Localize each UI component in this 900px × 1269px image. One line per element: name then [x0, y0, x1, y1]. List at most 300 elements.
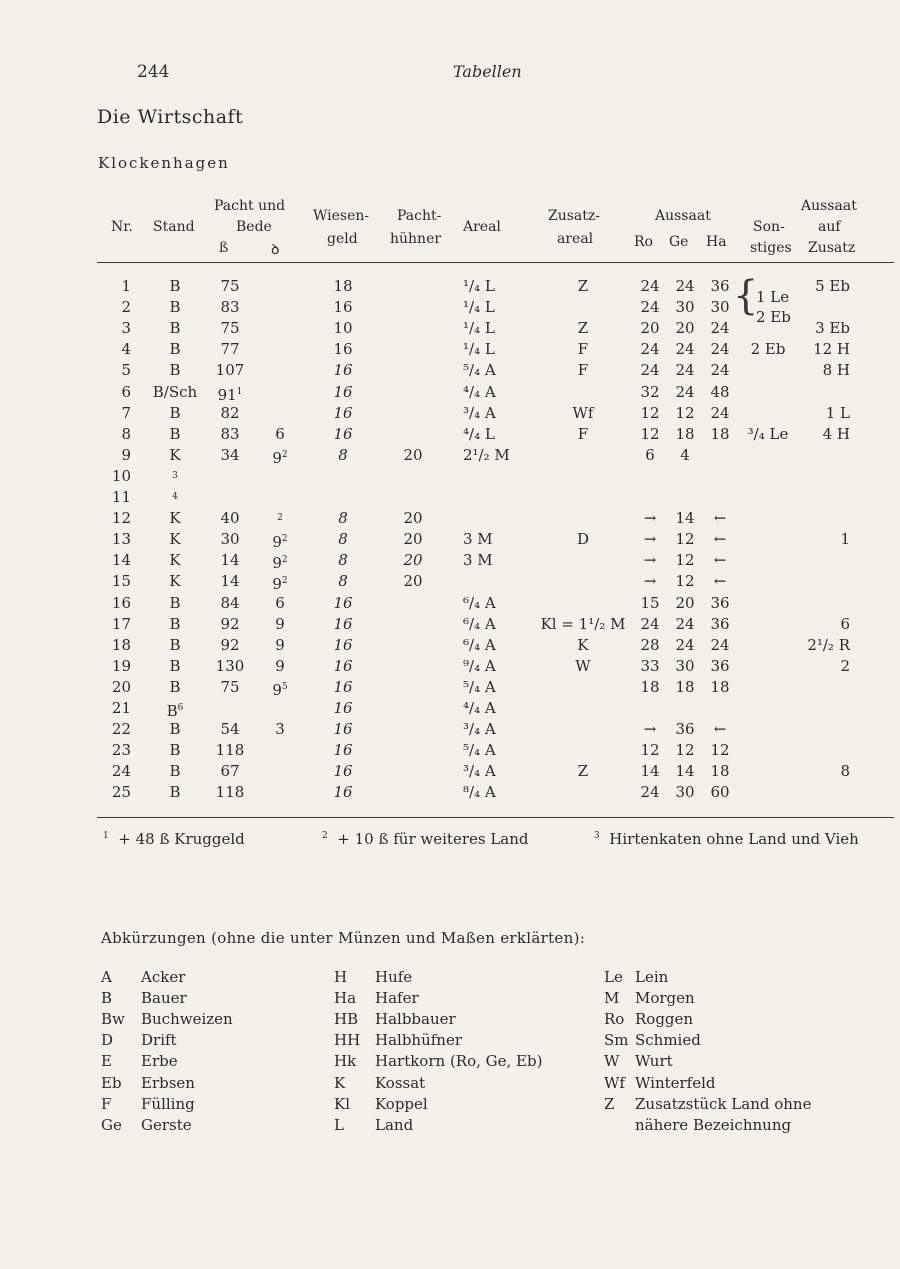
cell-nr: 17 — [111, 615, 131, 633]
cell-ro: 12 — [640, 741, 660, 759]
cell-p_d: $9^2$ — [272, 554, 288, 572]
cell-ge: 12 — [675, 404, 695, 422]
cell-nr: 18 — [111, 636, 131, 654]
footer-rule — [97, 817, 894, 818]
abbr-key: Le — [604, 968, 623, 986]
brace-left: { — [733, 273, 759, 319]
cell-ge: 24 — [675, 361, 695, 379]
cell-aaz: 1 L — [825, 404, 850, 422]
cell-wiesen: 16 — [333, 720, 353, 738]
cell-stand: B — [169, 615, 181, 633]
arrow-left-icon: ← — [713, 572, 727, 590]
cell-wiesen: 16 — [333, 425, 353, 443]
cell-ha: 36 — [710, 615, 730, 633]
cell-p_s: 40 — [220, 509, 240, 527]
cell-p_s: 107 — [215, 361, 245, 379]
cell-nr: 12 — [111, 509, 131, 527]
header-pacht-pfennig: ꝺ — [271, 242, 280, 258]
cell-zusatz: Z — [577, 319, 589, 337]
cell-areal: ⁴/₄ A — [463, 383, 496, 401]
header-pacht-schilling: ß — [219, 240, 229, 256]
abbr-key: B — [101, 989, 113, 1007]
cell-p_s: 82 — [220, 404, 240, 422]
header-pacht-line1: Pacht und — [214, 198, 286, 214]
cell-ha: 24 — [710, 404, 730, 422]
cell-stand: K — [169, 572, 181, 590]
cell-wiesen: 16 — [333, 762, 353, 780]
cell-ro: 24 — [640, 783, 660, 801]
cell-nr: 7 — [121, 404, 131, 422]
cell-zusatz: F — [577, 425, 589, 443]
cell-ha: 18 — [710, 762, 730, 780]
cell-stand: B — [169, 783, 181, 801]
cell-stand: B — [169, 720, 181, 738]
header-aussaat-ha: Ha — [706, 234, 727, 250]
section-title: Die Wirtschaft — [97, 106, 244, 128]
cell-stand: B — [169, 361, 181, 379]
cell-stand: K — [169, 509, 181, 527]
header-pachthuehner-line2: hühner — [390, 231, 442, 247]
cell-areal: ⁹/₄ A — [463, 657, 496, 675]
cell-p_s: 30 — [220, 530, 240, 548]
header-nr: Nr. — [111, 219, 133, 235]
cell-ha: 24 — [710, 361, 730, 379]
cell-aaz: 6 — [840, 615, 850, 633]
abbr-value: Drift — [141, 1031, 177, 1049]
cell-ge: 12 — [675, 551, 695, 569]
header-stand: Stand — [153, 219, 195, 235]
cell-p_d: 6 — [275, 425, 285, 443]
cell-ge: 12 — [675, 572, 695, 590]
cell-p_d: $9^2$ — [272, 533, 288, 551]
cell-ge: 12 — [675, 530, 695, 548]
header-sonstiges-line1: Son- — [753, 219, 785, 235]
abbr-value: Morgen — [635, 989, 695, 1007]
abbr-value: Acker — [141, 968, 186, 986]
running-head: Tabellen — [453, 62, 522, 81]
abbr-value: Zusatzstück Land ohne — [635, 1095, 812, 1113]
cell-nr: 15 — [111, 572, 131, 590]
arrow-right-icon: → — [643, 720, 657, 738]
cell-stand: B — [169, 657, 181, 675]
cell-ro: 32 — [640, 383, 660, 401]
cell-wiesen: 16 — [333, 383, 353, 401]
cell-p_s: 67 — [220, 762, 240, 780]
cell-p_d: 3 — [275, 720, 285, 738]
abbr-key: Kl — [334, 1095, 351, 1113]
cell-p_s: 77 — [220, 340, 240, 358]
cell-nr: 8 — [121, 425, 131, 443]
arrow-right-icon: → — [643, 509, 657, 527]
abbr-key: Bw — [101, 1010, 125, 1028]
abbr-key: Wf — [604, 1074, 625, 1092]
cell-ge: 4 — [680, 446, 690, 464]
cell-p_d: 6 — [275, 594, 285, 612]
abbr-key: Hk — [334, 1052, 357, 1070]
cell-p_s: 14 — [220, 572, 240, 590]
cell-areal: ¹/₄ L — [463, 340, 495, 358]
cell-zusatz: Wf — [572, 404, 594, 422]
arrow-left-icon: ← — [713, 530, 727, 548]
cell-p_s: 34 — [220, 446, 240, 464]
cell-huehner: 20 — [403, 509, 423, 527]
abbr-value: Buchweizen — [141, 1010, 233, 1028]
cell-stand: B — [169, 425, 181, 443]
cell-ge: 30 — [675, 298, 695, 316]
abbr-value: Land — [375, 1116, 414, 1134]
abbr-value: Hartkorn (Ro, Ge, Eb) — [375, 1052, 543, 1070]
cell-wiesen: 10 — [333, 319, 353, 337]
cell-areal: ⁴/₄ L — [463, 425, 495, 443]
cell-ha: 60 — [710, 783, 730, 801]
cell-stand: B — [169, 340, 181, 358]
cell-ha: 18 — [710, 425, 730, 443]
cell-wiesen: 8 — [338, 551, 348, 569]
cell-areal: ¹/₄ L — [463, 298, 495, 316]
cell-stand: K — [169, 551, 181, 569]
cell-ge: 36 — [675, 720, 695, 738]
cell-areal: 3 M — [463, 530, 493, 548]
cell-areal: ⁶/₄ A — [463, 615, 496, 633]
cell-stand: B — [169, 404, 181, 422]
cell-nr: 23 — [111, 741, 131, 759]
cell-ge: 14 — [675, 762, 695, 780]
cell-nr: 24 — [111, 762, 131, 780]
abbr-key: HB — [334, 1010, 359, 1028]
cell-nr: 3 — [121, 319, 131, 337]
cell-zusatz: F — [577, 340, 589, 358]
cell-nr: 16 — [111, 594, 131, 612]
header-aussaat-ge: Ge — [669, 234, 689, 250]
cell-stand: B — [169, 678, 181, 696]
cell-wiesen: 16 — [333, 741, 353, 759]
abbr-key: A — [101, 968, 112, 986]
cell-wiesen: 8 — [338, 572, 348, 590]
abbr-value: Erbe — [141, 1052, 178, 1070]
cell-p_s: 92 — [220, 615, 240, 633]
cell-ro: 24 — [640, 361, 660, 379]
cell-ge: 24 — [675, 340, 695, 358]
cell-wiesen: 16 — [333, 340, 353, 358]
cell-ro: 14 — [640, 762, 660, 780]
header-zusatzareal-line2: areal — [557, 231, 594, 247]
cell-p_d: $9^2$ — [272, 449, 288, 467]
abbr-key: F — [101, 1095, 112, 1113]
cell-wiesen: 18 — [333, 277, 353, 295]
cell-zusatz: D — [576, 530, 590, 548]
cell-ro: 12 — [640, 425, 660, 443]
cell-huehner: 20 — [403, 551, 423, 569]
cell-ge: 18 — [675, 425, 695, 443]
abbr-value: Schmied — [635, 1031, 701, 1049]
abbr-value: Hufe — [375, 968, 413, 986]
header-wiesengeld-line2: geld — [327, 231, 358, 247]
cell-stand: 3 — [172, 471, 178, 481]
cell-wiesen: 16 — [333, 361, 353, 379]
cell-wiesen: 16 — [333, 636, 353, 654]
cell-zusatz: K — [577, 636, 589, 654]
arrow-left-icon: ← — [713, 509, 727, 527]
cell-nr: 6 — [121, 383, 131, 401]
cell-aaz: 8 — [840, 762, 850, 780]
abbr-key: H — [334, 968, 348, 986]
cell-huehner: 20 — [403, 530, 423, 548]
header-sonstiges-line2: stiges — [750, 240, 792, 256]
cell-nr: 19 — [111, 657, 131, 675]
arrow-right-icon: → — [643, 551, 657, 569]
cell-areal: 2¹/₂ M — [463, 446, 510, 464]
cell-aaz: 4 H — [822, 425, 850, 443]
cell-ha: 36 — [710, 277, 730, 295]
cell-zusatz: W — [575, 657, 591, 675]
cell-wiesen: 8 — [338, 530, 348, 548]
cell-sonst: 2 Eb — [750, 340, 786, 358]
cell-nr: 2 — [121, 298, 131, 316]
cell-nr: 14 — [111, 551, 131, 569]
cell-stand: B — [169, 594, 181, 612]
cell-ha: 24 — [710, 340, 730, 358]
cell-areal: ³/₄ A — [463, 720, 496, 738]
cell-p_s: 54 — [220, 720, 240, 738]
cell-wiesen: 8 — [338, 446, 348, 464]
cell-zusatz: Z — [577, 762, 589, 780]
header-aussaat-zusatz-line3: Zusatz — [808, 240, 856, 256]
cell-ha: 36 — [710, 594, 730, 612]
abbr-value: Bauer — [141, 989, 187, 1007]
cell-areal: ⁶/₄ A — [463, 636, 496, 654]
header-aussaat-ro: Ro — [634, 234, 653, 250]
cell-wiesen: 16 — [333, 783, 353, 801]
cell-zusatz: F — [577, 361, 589, 379]
cell-ge: 24 — [675, 636, 695, 654]
cell-areal: ¹/₄ L — [463, 277, 495, 295]
cell-ro: 18 — [640, 678, 660, 696]
cell-ro: 33 — [640, 657, 660, 675]
cell-ha: 18 — [710, 678, 730, 696]
cell-stand: $B^6$ — [166, 702, 184, 720]
cell-stand: B — [169, 298, 181, 316]
arrow-right-icon: → — [643, 572, 657, 590]
cell-areal: ¹/₄ L — [463, 319, 495, 337]
cell-ge: 30 — [675, 783, 695, 801]
cell-ha: 24 — [710, 636, 730, 654]
cell-ge: 12 — [675, 741, 695, 759]
cell-ha: 24 — [710, 319, 730, 337]
cell-zusatz: Z — [577, 277, 589, 295]
cell-p_d: 9 — [275, 657, 285, 675]
abbr-key: M — [604, 989, 620, 1007]
abbr-key: Ha — [334, 989, 357, 1007]
abbr-value: Wurt — [635, 1052, 673, 1070]
footnote-3: $^3$ Hirtenkaten ohne Land und Vieh — [594, 830, 859, 848]
cell-p_s: 75 — [220, 319, 240, 337]
cell-aaz: 12 H — [813, 340, 850, 358]
cell-stand: 4 — [172, 492, 178, 502]
cell-huehner: 20 — [403, 572, 423, 590]
cell-wiesen: 16 — [333, 594, 353, 612]
cell-ro: 20 — [640, 319, 660, 337]
abbr-value: nähere Bezeichnung — [635, 1116, 792, 1134]
cell-areal: ⁵/₄ A — [463, 741, 496, 759]
cell-ha: 48 — [710, 383, 730, 401]
cell-ge: 24 — [675, 383, 695, 401]
abbr-key: W — [604, 1052, 620, 1070]
cell-ro: 6 — [645, 446, 655, 464]
abbr-value: Erbsen — [141, 1074, 195, 1092]
header-wiesengeld-line1: Wiesen- — [313, 208, 370, 224]
cell-aaz: 2¹/₂ R — [807, 636, 850, 654]
cell-nr: 25 — [111, 783, 131, 801]
cell-ro: 15 — [640, 594, 660, 612]
cell-p_d: $9^2$ — [272, 575, 288, 593]
cell-p_s: 75 — [220, 678, 240, 696]
cell-ge: 24 — [675, 615, 695, 633]
cell-ro: 24 — [640, 340, 660, 358]
cell-nr: 21 — [111, 699, 131, 717]
cell-p_s: 92 — [220, 636, 240, 654]
cell-wiesen: 16 — [333, 699, 353, 717]
cell-p_s: 118 — [215, 741, 245, 759]
header-areal: Areal — [463, 219, 501, 235]
cell-areal: ⁴/₄ A — [463, 699, 496, 717]
cell-huehner: 20 — [403, 446, 423, 464]
cell-ro: 24 — [640, 277, 660, 295]
cell-ro: 28 — [640, 636, 660, 654]
cell-nr: 11 — [111, 488, 131, 506]
header-zusatzareal-line1: Zusatz- — [548, 208, 601, 224]
abbr-key: Z — [604, 1095, 615, 1113]
cell-p_d: 9 — [275, 636, 285, 654]
cell-ge: 20 — [675, 319, 695, 337]
abbr-key: K — [334, 1074, 346, 1092]
cell-ge: 24 — [675, 277, 695, 295]
cell-ha: 30 — [710, 298, 730, 316]
cell-wiesen: 16 — [333, 615, 353, 633]
header-aussaat: Aussaat — [655, 208, 711, 224]
abbr-key: E — [101, 1052, 112, 1070]
page-number: 244 — [137, 62, 170, 82]
abbr-key: Eb — [101, 1074, 122, 1092]
cell-ro: 24 — [640, 298, 660, 316]
cell-nr: 22 — [111, 720, 131, 738]
cell-nr: 13 — [111, 530, 131, 548]
cell-nr: 1 — [121, 277, 131, 295]
cell-ro: 12 — [640, 404, 660, 422]
abbr-value: Roggen — [635, 1010, 694, 1028]
cell-p_d: 2 — [277, 513, 283, 523]
abbr-key: Ge — [101, 1116, 122, 1134]
cell-areal: ⁸/₄ A — [463, 783, 496, 801]
cell-areal: ³/₄ A — [463, 404, 496, 422]
cell-stand: K — [169, 446, 181, 464]
abbr-value: Winterfeld — [635, 1074, 716, 1092]
footnote-2: $^2$ + 10 ß für weiteres Land — [322, 830, 529, 848]
cell-ro: 24 — [640, 615, 660, 633]
arrow-left-icon: ← — [713, 551, 727, 569]
cell-wiesen: 16 — [333, 404, 353, 422]
cell-p_s: $91^1$ — [217, 386, 243, 404]
cell-wiesen: 16 — [333, 678, 353, 696]
cell-aaz: 8 H — [822, 361, 850, 379]
cell-p_s: 83 — [220, 425, 240, 443]
cell-stand: B — [169, 636, 181, 654]
abbr-value: Halbbauer — [375, 1010, 456, 1028]
abbr-value: Halbhüfner — [375, 1031, 463, 1049]
cell-aaz: 1 — [840, 530, 850, 548]
header-aussaat-zusatz-line2: auf — [818, 219, 841, 235]
cell-ge: 18 — [675, 678, 695, 696]
abbr-key: Sm — [604, 1031, 629, 1049]
cell-nr: 5 — [121, 361, 131, 379]
abbr-value: Hafer — [375, 989, 419, 1007]
abbr-value: Gerste — [141, 1116, 192, 1134]
cell-stand: B — [169, 277, 181, 295]
cell-p_s: 130 — [215, 657, 245, 675]
cell-p_s: 83 — [220, 298, 240, 316]
arrow-left-icon: ← — [713, 720, 727, 738]
cell-sonst: ³/₄ Le — [747, 425, 789, 443]
cell-zusatz: Kl = 1¹/₂ M — [540, 615, 626, 633]
cell-nr: 10 — [111, 467, 131, 485]
cell-stand: B — [169, 741, 181, 759]
cell-p_s: 118 — [215, 783, 245, 801]
cell-areal: ³/₄ A — [463, 762, 496, 780]
cell-p_s: 75 — [220, 277, 240, 295]
cell-ge: 20 — [675, 594, 695, 612]
header-pachthuehner-line1: Pacht- — [397, 208, 442, 224]
header-pacht-line2: Bede — [236, 219, 272, 235]
abbr-key: Ro — [604, 1010, 625, 1028]
brace-note-line1: 1 Le — [756, 288, 790, 306]
abbr-value: Kossat — [375, 1074, 426, 1092]
cell-stand: B — [169, 762, 181, 780]
header-aussaat-zusatz-line1: Aussaat — [801, 198, 857, 214]
cell-nr: 20 — [111, 678, 131, 696]
cell-aaz: 3 Eb — [815, 319, 850, 337]
cell-areal: 3 M — [463, 551, 493, 569]
abbr-key: D — [101, 1031, 114, 1049]
cell-nr: 9 — [121, 446, 131, 464]
footnote-1: $^1$ + 48 ß Kruggeld — [103, 830, 245, 848]
cell-ge: 14 — [675, 509, 695, 527]
cell-wiesen: 8 — [338, 509, 348, 527]
abbr-key: L — [334, 1116, 344, 1134]
cell-ha: 36 — [710, 657, 730, 675]
cell-ha: 12 — [710, 741, 730, 759]
table-subtitle: Klockenhagen — [98, 154, 230, 172]
cell-wiesen: 16 — [333, 657, 353, 675]
cell-nr: 4 — [121, 340, 131, 358]
cell-wiesen: 16 — [333, 298, 353, 316]
brace-note-line2: 2 Eb — [756, 308, 791, 326]
cell-aaz: 5 Eb — [815, 277, 850, 295]
cell-p_d: $9^5$ — [272, 681, 288, 699]
cell-stand: B — [169, 319, 181, 337]
abbr-value: Koppel — [375, 1095, 428, 1113]
cell-areal: ⁵/₄ A — [463, 361, 496, 379]
abbr-value: Fülling — [141, 1095, 195, 1113]
abbr-key: HH — [334, 1031, 361, 1049]
cell-ge: 30 — [675, 657, 695, 675]
header-rule — [97, 262, 894, 263]
cell-p_s: 14 — [220, 551, 240, 569]
cell-stand: B/Sch — [152, 383, 198, 401]
abbr-value: Lein — [635, 968, 669, 986]
abbreviations-title: Abkürzungen (ohne die unter Münzen und Maßen erklärten): — [101, 929, 586, 947]
cell-areal: ⁵/₄ A — [463, 678, 496, 696]
cell-aaz: 2 — [840, 657, 850, 675]
cell-areal: ⁶/₄ A — [463, 594, 496, 612]
